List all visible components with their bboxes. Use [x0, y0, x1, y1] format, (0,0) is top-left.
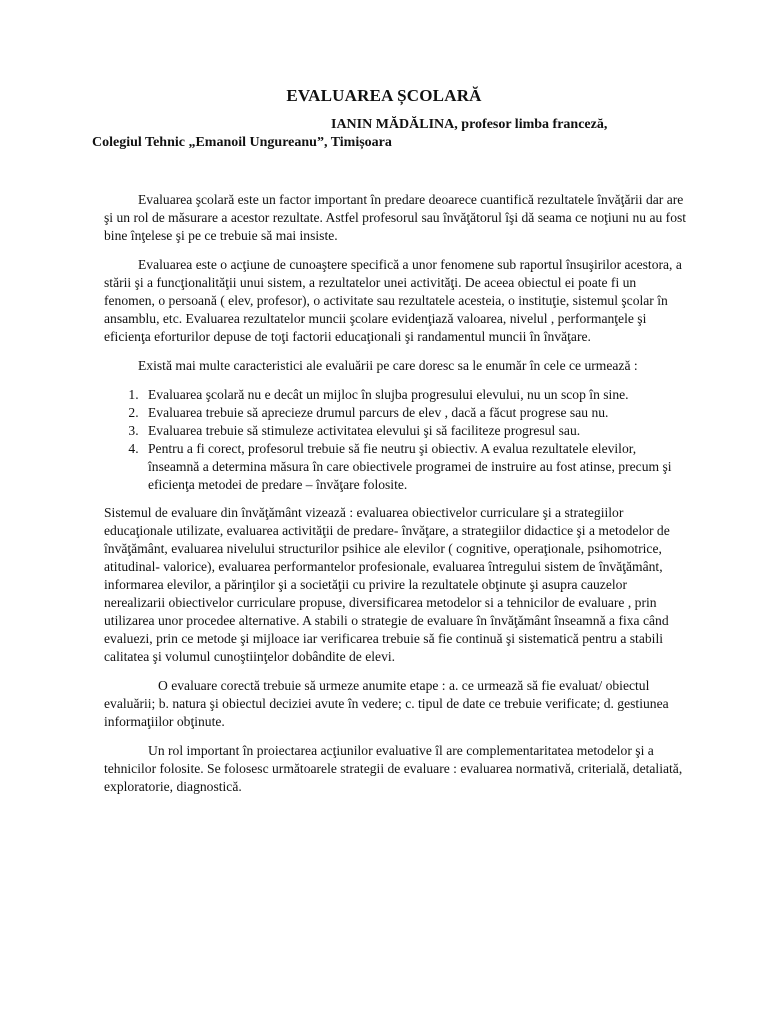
list-item: 2. Evaluarea trebuie să aprecieze drumul parcurs de elev , dacă a făcut progrese sau nu.: [142, 404, 689, 422]
document-body: [104, 191, 689, 807]
list-item: 3. Evaluarea trebuie să stimuleze activitatea elevului şi să faciliteze progresul sau.: [142, 422, 689, 440]
paragraph-stages: O evaluare corectă trebuie să urmeze anumite etape : a. ce urmează să fie evaluat/ obiectul evaluării; b. natura şi obiectul deciziei avute în vedere; c. tipul de date ce trebuie verificate; d. gestiunea informaţiilor obţinute.: [104, 678, 669, 729]
list-item: 4. Pentru a fi corect, profesorul trebuie să fie neutru şi obiectiv. A evalua rezultatele elevilor, înseamnă a determina măsura în care obiectivele programei de instruire au fost atinse, precum şi eficienţa metodei de predare – învăţare folosite.: [142, 440, 689, 494]
paragraph-system: Sistemul de evaluare din învăţământ vizează : evaluarea obiectivelor curriculare şi a strategiilor educaţionale utilizate, evaluarea activităţii de predare- învăţare, a strategiilor didactice şi a metodelor de învăţământ, evaluarea nivelului structurilor psihice ale elevilor ( cognitive, operaţionale, psihomotrice, atitudinal- valorice), evaluarea performantelor profesionale, evaluarea întregului sistem de învăţământ, informarea elevilor, a părinţilor şi a societăţii cu privire la rezultatele obţinute şi asupra cauzelor nerealizarii obiectivelor curriculare propuse, diversificarea metodelor si a tehnicilor de evaluare , prin utilizarea unor procedee alternative. A stabili o strategie de evaluare în învăţământ înseamnă a fixa când evaluezi, prin ce metode şi mijloace iar verificarea trebuie să fie continuă şi sistematică pentru a stabili calitatea şi volumul cunoştiinţelor dobândite de elevi.: [104, 505, 670, 664]
list-item: 1. Evaluarea şcolară nu e decât un mijloc în slujba progresului elevului, nu un scop în sine.: [142, 386, 689, 404]
paragraph-definition: Evaluarea este o acţiune de cunoaştere specifică a unor fenomene sub raportul însuşirilor acestora, a stării şi a funcţionalităţii unui sistem, a rezultatelor unei activităţi. De aceea obiectul ei poate fi un fenomen, o persoană ( elev, profesor), o activitate sau rezultatele acesteia, o instituţie, sistemul şcolar în ansamblu, etc. Evaluarea rezultatelor muncii şcolare evidenţiază valoarea, nivelul , performanţele şi eficienţa eforturilor depuse de toţi factorii educaţionali şi randamentul muncii în învăţare.: [104, 257, 682, 344]
paragraph-characteristics: Există mai multe caracteristici ale evaluării pe care doresc sa le enumăr în cele ce urmează :: [138, 358, 638, 373]
characteristics-list: [104, 386, 689, 494]
author-line: IANIN MĂDĂLINA, profesor limba franceză,: [331, 117, 608, 132]
document-title: EVALUAREA ȘCOLARĂ: [286, 86, 482, 105]
paragraph-strategies: Un rol important în proiectarea acţiunilor evaluative îl are complementaritatea metodelor şi a tehnicilor folosite. Se folosesc următoarele strategii de evaluare : evaluarea normativă, criterială, detaliată, exploratorie, diagnostică.: [104, 743, 683, 794]
school-line: Colegiul Tehnic „Emanoil Ungureanu”, Timișoara: [92, 135, 392, 150]
paragraph-intro: Evaluarea şcolară este un factor important în predare deoarece cuantifică rezultatele învăţării dar are şi un rol de măsurare a acestor rezultate. Astfel profesorul sau învăţătorul îşi dă seama ce noţiuni nu au fost bine înţelese şi pe ce trebuie să mai insiste.: [104, 192, 687, 243]
